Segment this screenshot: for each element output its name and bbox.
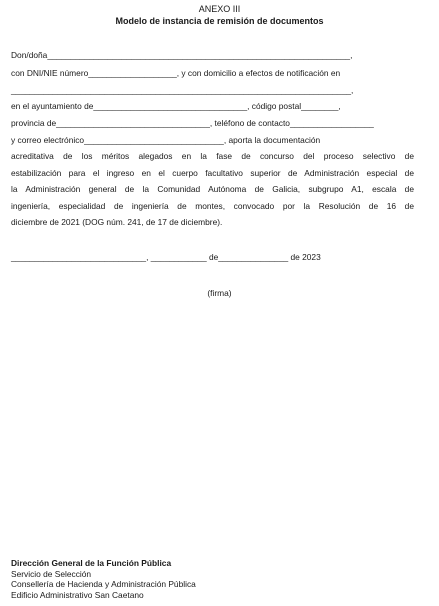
footer-department: Consellería de Hacienda y Administración Pública xyxy=(11,579,196,589)
footer-building: Edificio Administrativo San Caetano xyxy=(11,589,144,600)
form-line-name: Don/doña_________________________________________________________________, xyxy=(11,50,353,60)
annex-label: ANEXO III xyxy=(198,4,241,14)
form-line-dni: con DNI/NIE número___________________, y con domicilio a efectos de notificación en xyxy=(11,68,341,78)
body-line: la Administración general de la Comunidad Autónoma de Galicia, subgrupo A1, escala de xyxy=(11,184,414,194)
footer-address xyxy=(11,558,196,600)
footer-org: Dirección General de la Función Pública xyxy=(11,558,172,568)
document-title: Modelo de instancia de remisión de documentos xyxy=(115,16,324,26)
body-line: ingeniería, especialidad de ingeniería de montes, convocado por la Resolución de 16 de xyxy=(11,200,414,211)
footer-service: Servicio de Selección xyxy=(11,568,92,579)
form-line-email: y correo electrónico______________________________, aporta la documentación xyxy=(11,135,321,145)
body-paragraph xyxy=(11,148,414,231)
body-line: diciembre de 2021 (DOG núm. 241, de 17 de diciembre). xyxy=(11,217,223,227)
signature-label: (firma) xyxy=(207,288,232,298)
form-line-address: _________________________________________________________________________, xyxy=(11,85,354,95)
body-line: estabilización para el ingreso en el cuerpo facultativo superior de Administración especial de xyxy=(11,167,414,178)
body-line: acreditativa de los méritos alegados en la fase de concurso del proceso selectivo de xyxy=(11,151,414,161)
date-line: _____________________________, ____________ de_______________ de 2023 xyxy=(11,252,321,262)
form-line-municipality: en el ayuntamiento de_________________________________, código postal________, xyxy=(11,101,341,111)
form-line-province: provincia de_________________________________, teléfono de contacto__________________ xyxy=(11,118,374,128)
